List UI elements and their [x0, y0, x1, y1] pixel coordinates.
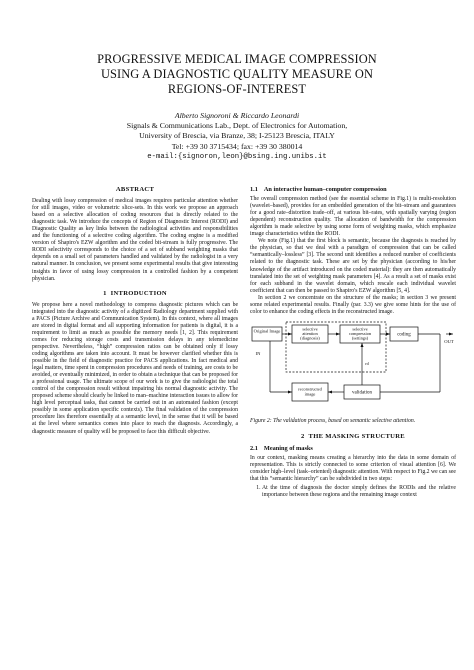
contact-phone: Tel: +39 30 3715434; fax: +39 30 380014	[171, 141, 303, 151]
numbered-list	[250, 485, 456, 499]
title-line: REGIONS-OF-INTEREST	[167, 82, 307, 96]
paragraph: The overall compression method (see the essential scheme in Fig.1) is multi-resolution (wavelet–based), provides for an embedded generation of the bit–stream and guarantees for a good rate–distortion trade–off, at various bit–rates, with spatially varying (region dependent) reconstruction quality. The allocation of bandwidth for the compression algorithm is made selective by using some form of weighting masks, which emphasize image characteristics within the RODI.	[250, 196, 456, 238]
paragraph: In section 2 we concentrate on the structure of the masks; in section 3 we present some related experimental results. Finally (par. 3.3) we give some hints for the use of color to enhance the coding effects in the reconstructed image.	[250, 294, 456, 315]
title-line: PROGRESSIVE MEDICAL IMAGE COMPRESSION	[97, 52, 377, 66]
human-interaction-frame	[286, 322, 386, 372]
affiliation-line: University of Brescia, via Branze, 38; I-25123 Brescia, ITALY	[139, 131, 335, 141]
section-heading	[250, 433, 456, 440]
right-column	[250, 186, 456, 499]
author-names: Alberto Signoroni & Riccardo Leonardi	[174, 111, 300, 120]
figure-caption: Figure 2: The validation process, based on semantic selective attention.	[250, 417, 416, 424]
section-number: 1	[103, 289, 107, 297]
paper-title	[20, 52, 454, 97]
block-label: selective	[302, 326, 318, 332]
left-column	[32, 186, 238, 436]
validation-diagram	[250, 321, 456, 415]
block-label: reconstructed	[298, 386, 322, 392]
list-item: 1. At the time of diagnosis the doctor simply defines the RODIs and the relative importance between these regions and the remaining image context	[262, 485, 456, 499]
subsection-title: Meaning of masks	[263, 444, 313, 452]
affiliation-line: Signals & Communications Lab., Dept. of Electronics for Automation,	[126, 121, 348, 131]
section-title: THE MASKING STRUCTURE	[308, 432, 405, 440]
block-label: Original Image	[253, 328, 281, 334]
section-title: INTRODUCTION	[110, 289, 167, 297]
author-block	[30, 111, 444, 162]
section-number: 2	[301, 432, 305, 440]
output-label: OUT	[444, 338, 454, 344]
subsection-title: An interactive human–computer compression	[263, 186, 387, 193]
block-label: (diagnosis)	[300, 335, 320, 341]
block-label: selective	[352, 326, 368, 332]
abstract-text: Dealing with lossy compression of medical images requires particular attention whether for still images, video or volumetric slice-sets. In this work we propose an approach based on a selective allocation of coding resources that is directly related to the diagnostic task. We introduce the concepts of Region of Diagnostic Interest (RODI) and Diagnostic Quality as key links between the radiological activities and responsibilities and the functioning of a selective coding algorithm. The coding engine is a modified version of Shapiro's EZW algorithm and the coded bit-stream is fully progressive. The RODI selectivity corresponds to the choice of a set of subband weighting masks that depends on a small set of parameters handled and validated by the radiologist in a very natural manner. In conclusion, we present some experimental results that give interesting insights in favor of using lossy compression in a controlled fashion by a competent physician.	[32, 198, 238, 282]
subsection-number: 2.1	[250, 444, 258, 452]
diagnostic-bits-label: rd	[365, 360, 369, 366]
section-heading	[32, 290, 238, 297]
subsection-heading	[250, 186, 456, 193]
subsection-number: 1.1	[250, 186, 258, 193]
paragraph: We propose here a novel methodology to compress diagnostic pictures which can be integrated into the diagnostic activity of a digitized Radiology department supplied with a PACS (Picture Archive and Communication System). In this context, where all images are stored in digital format and all supporting information for patients is digital, it is a requirement to limit as much as possible the memory needs [1, 2]. This requirement comes for reducing storage costs and transmission delays in any telemedicine perspective. Nevertheless, “high” compression ratios can be obtained only if lossy coding algorithms are taken into account. It must be however clarified whether this is possible in the field of diagnostic practice for PACS applications. In fact medical and legal matters, time spent in compression procedures and needs of training, are costs to be avoided, or eventually minimized, in order to obtain a technique that can be proposed for a professional usage. The ultimate scope of our work is to give the radiologist the total control of the compression result without impairing his normal diagnostic activity. The proposed scheme should clearly be linked to man–machine interaction issues to allow for high level perceptual tasks, that cannot be carried out in an automated fashion (except possibly in some application specific contexts). The final validation of the compression procedure lies therefore essentially at a semantic level, in the sense that it will be based at the level where semantics comes into place to reach the diagnosis. Accordingly, a diagnostic measure of quality will be proposed to face this difficult objective.	[32, 301, 238, 435]
contact-email: e-mail:{signoron,leon}@bsing.ing.unibs.it	[147, 152, 327, 161]
paragraph: We note (Fig.1) that the first block is semantic, because the diagnosis is reached by the physician, so that we deal with a paradigm of compression that can be called “semantically–lossless” [3]. The second unit identifies a reduced number of coefficients related to the diagnostic task. These are set by the physician (according to his/her knowledge of the artifact introduced on the coded material): they are then automatically translated into the set of weighting mask parameters [4]. As a result a set of masks exist for each subband in the wavelet domain, which rescale each individual wavelet coefficient that can then be passed to Shapiro's EZW algorithm [5, 4].	[250, 238, 456, 294]
abstract-heading: ABSTRACT	[115, 186, 155, 193]
block-label: image	[304, 391, 316, 397]
block-label: validation	[352, 390, 372, 396]
block-label: coding	[397, 332, 411, 338]
block-label: attention	[302, 330, 318, 336]
block-label: (settings)	[351, 335, 369, 341]
block-label: compression	[348, 330, 372, 336]
input-label: IN	[255, 350, 261, 356]
title-line: USING A DIAGNOSTIC QUALITY MEASURE ON	[100, 67, 374, 81]
paragraph: In our context, masking means creating a hierarchy into the data in some domain of representation. This is strictly connected to some criterion of visual attention [6]. We consider high–level (task–oriented) diagnostic attention. With respect to Fig.2 we can see that this “semantic hierarchy” can be subdivided in two steps:	[250, 454, 456, 483]
subsection-heading	[250, 445, 456, 452]
